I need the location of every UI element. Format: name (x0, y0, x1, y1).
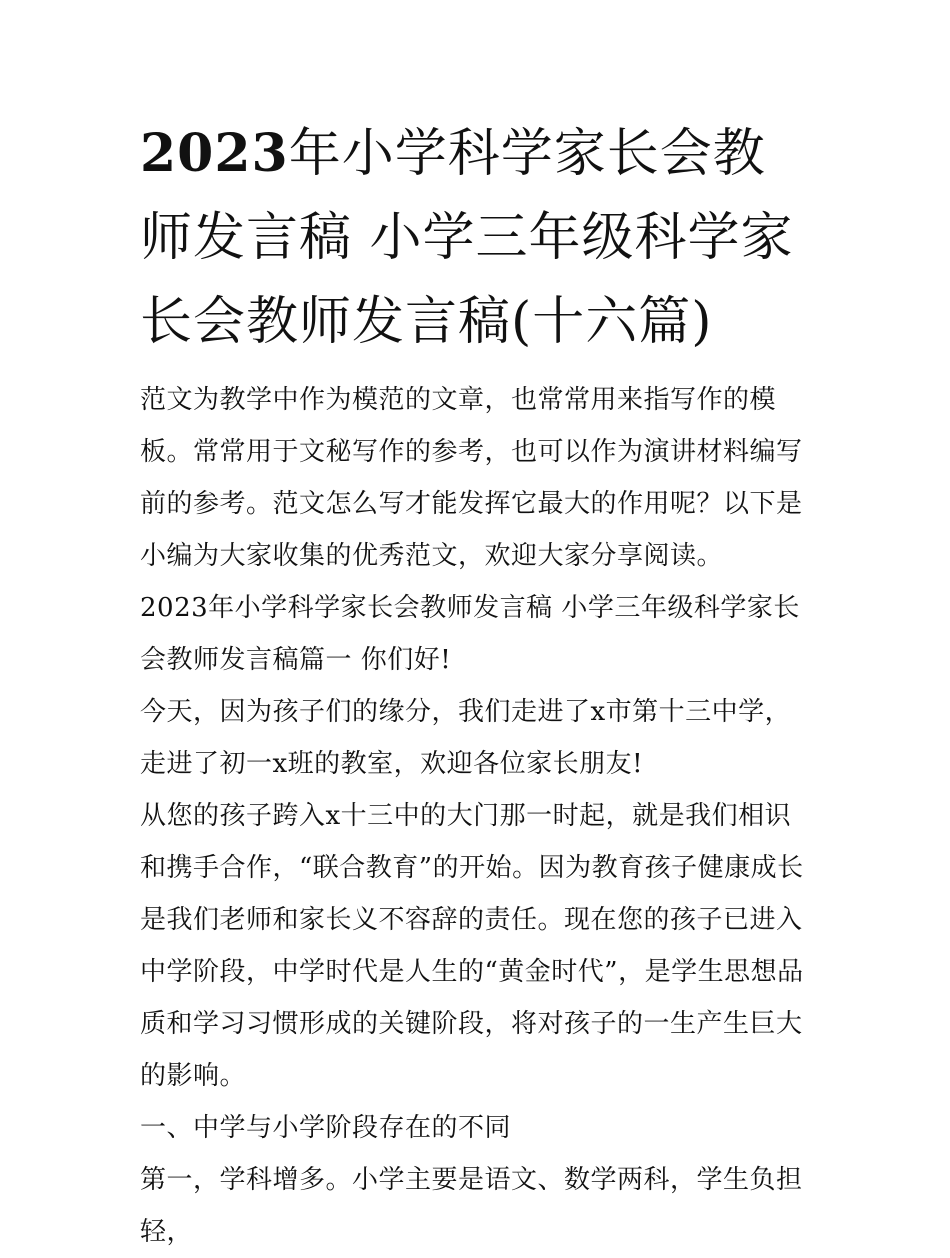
document-body (140, 112, 812, 1258)
title-text: 年小学科学家长会教师发言稿 小学三年级科学家长会教师发言稿(十六篇) (140, 124, 794, 352)
document-title (140, 112, 812, 364)
intro-paragraph: 范文为教学中作为模范的文章，也常常用来指写作的模板。常常用于文秘写作的参考，也可以作为演讲材料编写前的参考。范文怎么写才能发挥它最大的作用呢？以下是小编为大家收集的优秀范文，欢迎大家分享阅读。 (140, 385, 803, 571)
body-paragraph: 今天，因为孩子们的缘分，我们走进了x市第十三中学，走进了初一x班的教室，欢迎各位家长朋友! (140, 697, 792, 779)
subsection-heading: 一、中学与小学阶段存在的不同 (140, 1113, 512, 1143)
body-paragraph: 第一，学科增多。小学主要是语文、数学两科，学生负担轻， (140, 1165, 803, 1247)
title-year: 2023 (140, 123, 289, 184)
body-paragraph: 从您的孩子跨入x十三中的大门那一时起，就是我们相识和携手合作，“联合教育”的开始。因为教育孩子健康成长是我们老师和家长义不容辞的责任。现在您的孩子已进入中学阶段，中学时代是人生的“黄金时代”，是学生思想品质和学习习惯形成的关键阶段，将对孩子的一生产生巨大的影响。 (140, 801, 804, 1091)
section-heading: 2023年小学科学家长会教师发言稿 小学三年级科学家长会教师发言稿篇一 你们好! (140, 593, 800, 675)
